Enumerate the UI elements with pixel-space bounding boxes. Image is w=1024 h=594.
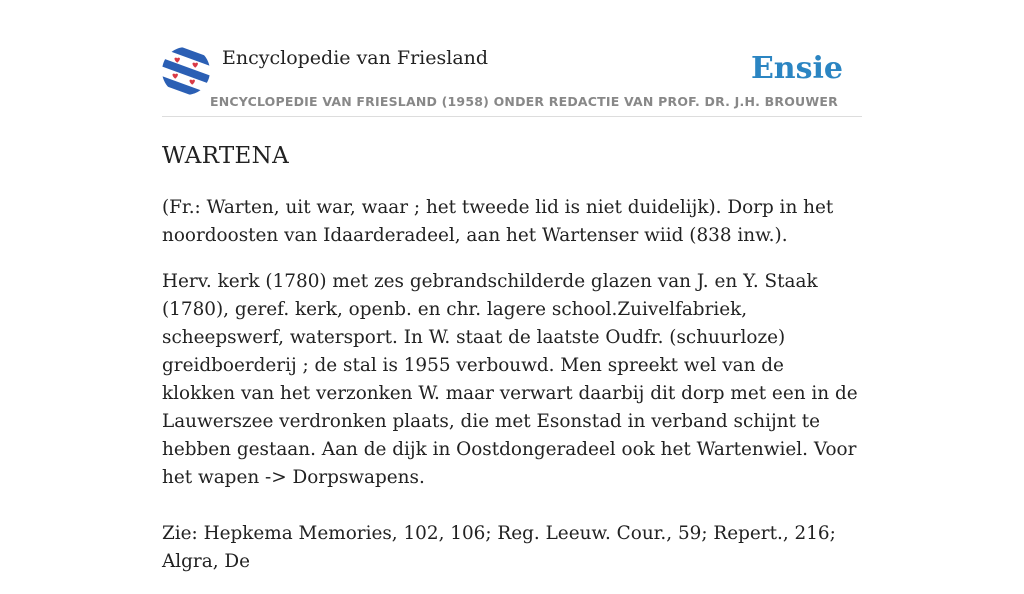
- article-paragraph-2: Herv. kerk (1780) met zes gebrandschilderde glazen van J. en Y. Staak (1780), geref. kerk, openb. en chr. lagere school.Zuivelfabriek, scheepswerf, watersport. In W. staat de laatste Oudfr. (schuurloze) greidboerderij ; de stal is 1955 verbouwd. Men spreekt wel van de klokken van het verzonken W. maar verwart daarbij dit dorp met een in de Lauwerszee verdronken plaats, die met Esonstad in verband schijnt te hebben gestaan. Aan de dijk in Oostdongeradeel ook het Wartenwiel. Voor het wapen -> Dorpswapens.: [162, 271, 858, 488]
- site-header: [162, 44, 862, 117]
- site-title[interactable]: Encyclopedie van Friesland: [222, 47, 489, 69]
- article-references: Zie: Hepkema Memories, 102, 106; Reg. Leeuw. Cour., 59; Repert., 216; Algra, De: [162, 523, 836, 572]
- frisian-flag-logo-icon[interactable]: [162, 47, 210, 95]
- article-paragraph-1: (Fr.: Warten, uit war, waar ; het tweede lid is niet duidelijk). Dorp in het noordoosten van Idaarderadeel, aan het Wartenser wiid (838 inw.).: [162, 197, 834, 246]
- article-headword: WARTENA: [162, 143, 289, 169]
- article: [162, 138, 862, 594]
- ensie-brand-link[interactable]: Ensie: [750, 51, 843, 86]
- encyclopedia-subtitle: ENCYCLOPEDIE VAN FRIESLAND (1958) ONDER REDACTIE VAN PROF. DR. J.H. BROUWER: [210, 94, 838, 109]
